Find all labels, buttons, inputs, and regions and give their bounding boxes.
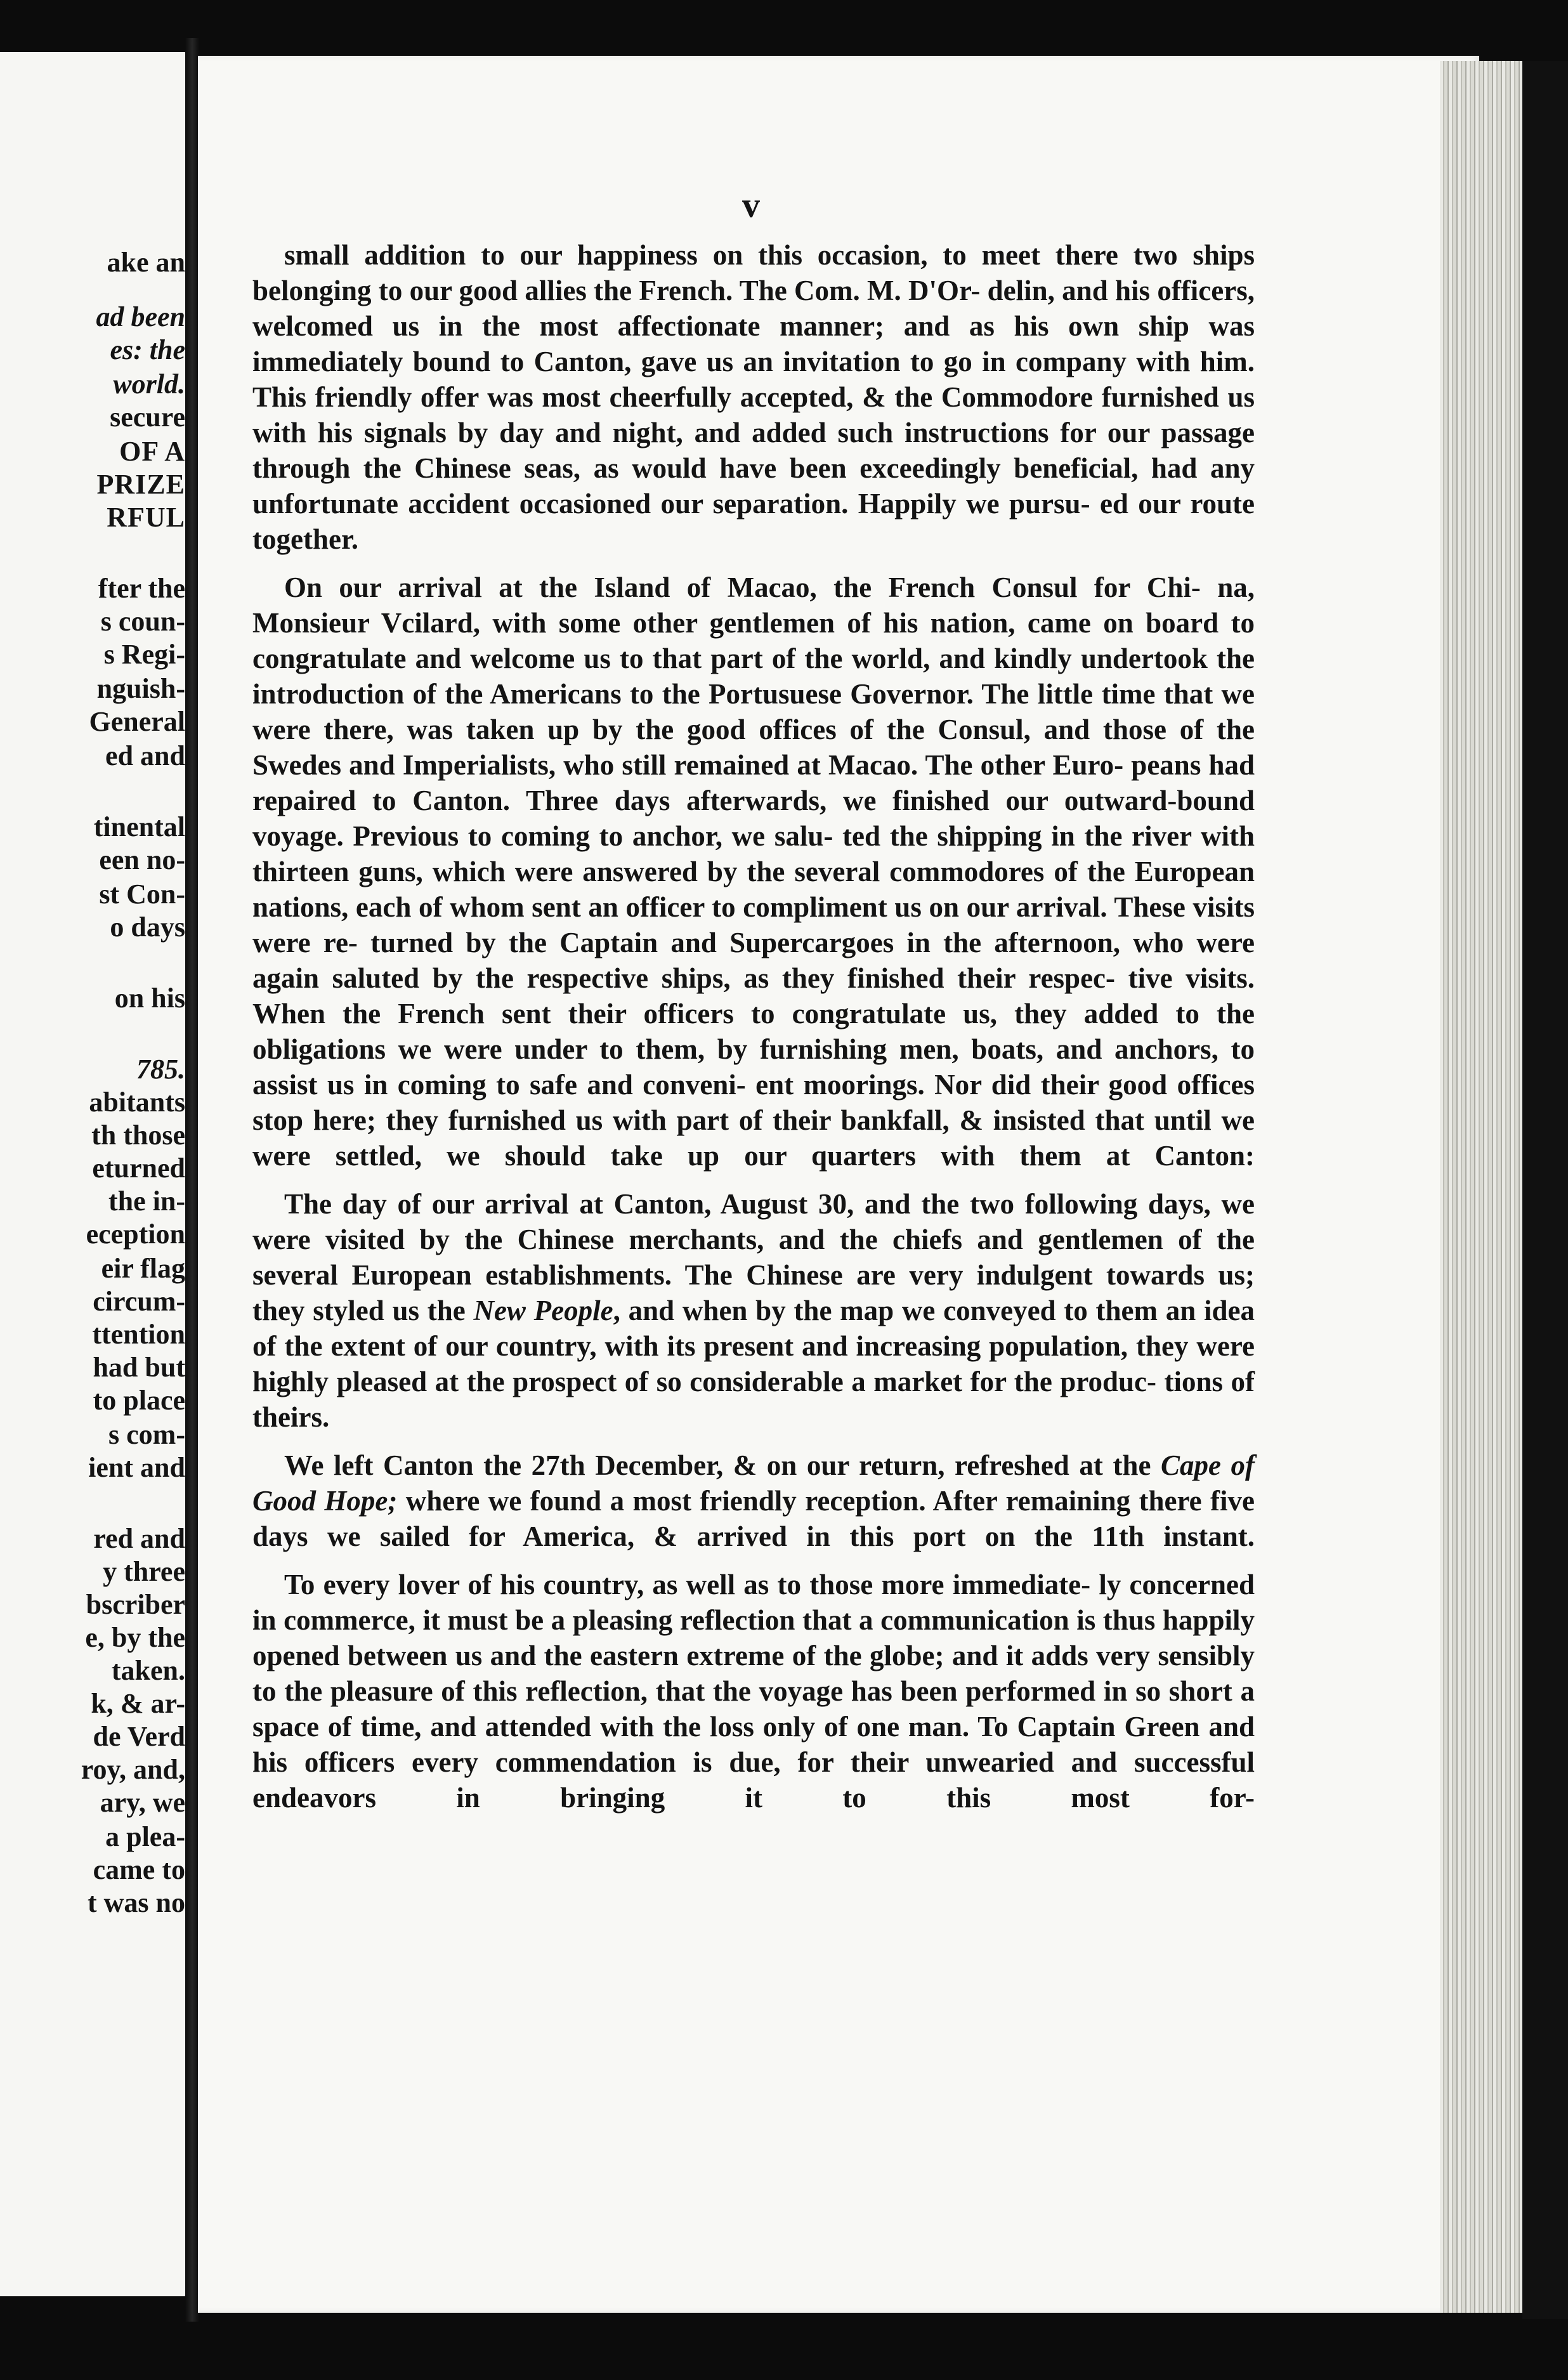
left-page-line: OF A — [119, 436, 185, 467]
left-page-line: taken. — [111, 1655, 185, 1686]
left-page-line: had but — [93, 1352, 185, 1383]
left-page-line: fter the — [98, 573, 185, 604]
left-page-line: de Verd — [93, 1721, 185, 1752]
page-number: v — [742, 186, 760, 225]
left-page-line: s coun- — [100, 606, 185, 637]
left-page-line: y three — [103, 1556, 185, 1587]
left-page-line: RFUL — [107, 502, 185, 533]
left-page-line: abitants — [89, 1087, 185, 1118]
left-page-line: s com- — [108, 1419, 185, 1450]
paragraph-5: To every lover of his country, as well as to those more immediate- ly concerned in commerce, it must be a pleasing reflection that a communication is thus happily opened between us and the eastern extreme of the globe; and it adds very sensibly to the pleasure of this reflection, that the voyage has been performed in so short a space of time, and attended with the loss only of one man. To Captain Green and his officers every commendation is due, for their unwearied and successful endeavors in bringing it to this most for- — [252, 1569, 1255, 1814]
left-page-line: ary, we — [100, 1787, 185, 1818]
left-page-line: ttention — [92, 1319, 185, 1350]
italic-cape-of-good-hope: Cape of Good Hope; — [252, 1449, 1255, 1517]
paragraph-4: We left Canton the 27th December, & on our return, refreshed at the Cape of Good Hope; where we found a most friendly reception. After remaining there five days we sailed for America, & arrived in this port on the 11th instant. — [252, 1449, 1255, 1552]
left-page-line: st Con- — [99, 879, 185, 910]
left-page-line: bscriber — [86, 1589, 185, 1620]
page-body — [252, 237, 1255, 1828]
left-page-line: e, by the — [85, 1622, 185, 1653]
left-page-line: es: the — [110, 334, 185, 365]
left-page-line: General — [89, 706, 185, 737]
paragraph-1: small addition to our happiness on this occasion, to meet there two ships belonging to our good allies the French. The Com. M. D'Or- delin, and his officers, welcomed us in the most affectionate manner; and as his own ship was immediately bound to Canton, gave us an invitation to go in company with him. This friendly offer was most cheerfully accepted, & the Commodore furnished us with his signals by day and night, and added such instructions for our passage through the Chinese seas, as would have been exceedingly beneficial, had any unfortunate accident occasioned our separation. Happily we pursu- ed our route together. — [252, 239, 1255, 555]
left-page-line: PRIZE — [96, 469, 185, 500]
page-edges — [1440, 61, 1522, 2313]
italic-new-people: New People — [473, 1295, 613, 1326]
left-page-line: s Regi- — [103, 639, 185, 670]
left-page-line: o days — [110, 912, 185, 943]
left-page-line: tinental — [93, 811, 185, 842]
paragraph-2: On our arrival at the Island of Macao, the French Consul for Chi- na, Monsieur Vcilard, with some other gentlemen of his nation, came on board to congratulate and welcome us to that part of the world, and kindly undertook the introduction of the Americans to the Portusuese Governor. The little time that we were there, was taken up by the good offices of the Consul, and those of the Swedes and Imperialists, who still remained at Macao. The other Euro- peans had repaired to Canton. Three days afterwards, we finished our outward-bound voyage. Previous to coming to anchor, we salu- ted the shipping in the river with thirteen guns, which were answered by the several commodores of the European nations, each of whom sent an officer to compliment us on our arrival. These visits were re- turned by the Captain and Supercargoes in the afternoon, who were again saluted by the respective ships, as they finished their respec- tive visits. When the French sent their officers to congratulate us, they added to the obligations we were under to them, by furnishing men, boats, and anchors, to assist us in coming to safe and conveni- ent moorings. Nor did their good offices stop here; they furnished us with part of their bankfall, & insisted that until we were settled, we should take up our quarters with them at Canton: — [252, 572, 1255, 1172]
left-page-line: eturned — [92, 1153, 185, 1184]
left-page-line: ed and — [105, 740, 185, 771]
left-page-line: ad been — [96, 301, 185, 332]
book-gutter — [185, 38, 199, 2322]
left-page-line: on his — [114, 983, 185, 1014]
left-page-line: a plea- — [105, 1821, 185, 1852]
left-page-line: to place — [93, 1385, 185, 1416]
left-page-line: the in- — [108, 1186, 185, 1217]
left-page-line: k, & ar- — [91, 1688, 185, 1719]
left-page-line: t was no — [87, 1887, 185, 1918]
left-page-line: came to — [93, 1854, 185, 1885]
left-page-line: roy, and, — [81, 1754, 185, 1785]
scan-border — [1522, 61, 1568, 2319]
left-page-line: circum- — [93, 1286, 185, 1317]
left-page-line: nguish- — [96, 673, 185, 704]
left-page-line: eir flag — [101, 1253, 185, 1284]
left-page-line: ake an — [107, 247, 185, 278]
left-page-line: red and — [93, 1523, 185, 1554]
left-page-line: th those — [91, 1120, 185, 1151]
left-page-line: secure — [110, 402, 185, 433]
paragraph-3: The day of our arrival at Canton, August 30, and the two following days, we were visited by the Chinese merchants, and the chiefs and gentlemen of the several European establishments. The Chinese are very indulgent towards us; they styled us the New People, and when by the map we conveyed to them an idea of the extent of our country, with its present and increasing population, they were highly pleased at the prospect of so considerable a market for the produc- tions of theirs. — [252, 1188, 1255, 1433]
left-page-line: world. — [113, 369, 185, 400]
left-page-line: eception — [86, 1219, 185, 1250]
left-page-fragment — [0, 52, 185, 2296]
left-page-line: ient and — [88, 1452, 185, 1483]
left-page-line: 785. — [136, 1054, 185, 1085]
left-page-line: een no- — [99, 844, 185, 875]
